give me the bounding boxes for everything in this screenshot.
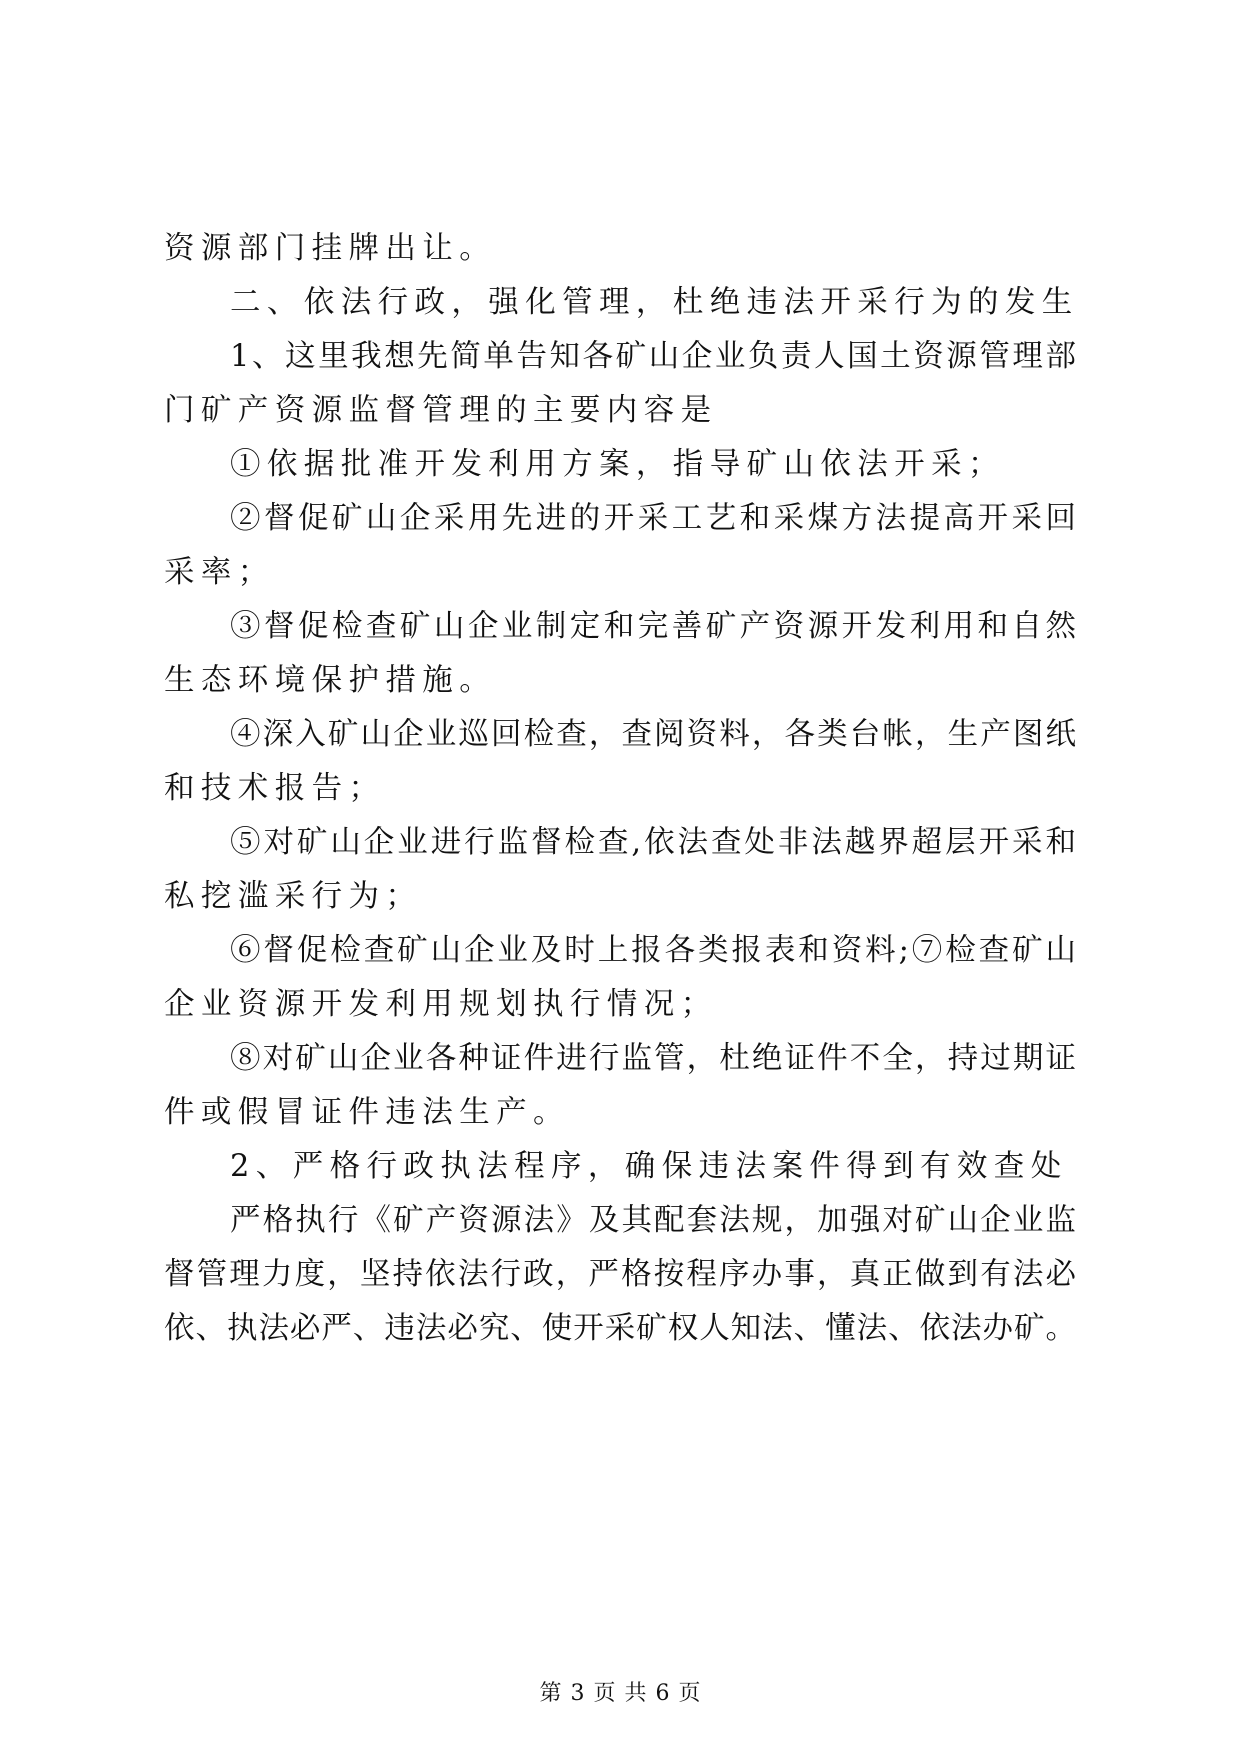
list-item-continuation: 企业资源开发利用规划执行情况； bbox=[164, 987, 718, 1022]
list-item: ③督促检查矿山企业制定和完善矿产资源开发利用和自然 bbox=[230, 609, 1076, 644]
list-item-continuation: 和技术报告； bbox=[164, 771, 386, 806]
list-item: ⑧对矿山企业各种证件进行监管，杜绝证件不全，持过期证 bbox=[230, 1041, 1076, 1076]
paragraph-line: 依、执法必严、违法必究、使开采矿权人知法、懂法、依法办矿。 bbox=[164, 1311, 1076, 1346]
list-item: ①依据批准开发利用方案，指导矿山依法开采； bbox=[230, 447, 1005, 482]
list-item: ⑤对矿山企业进行监督检查,依法查处非法越界超层开采和 bbox=[230, 825, 1076, 860]
list-item-continuation: 采率； bbox=[164, 555, 275, 590]
list-item: ④深入矿山企业巡回检查，查阅资料，各类台帐，生产图纸 bbox=[230, 717, 1076, 752]
section-heading: 二、依法行政，强化管理，杜绝违法开采行为的发生 bbox=[230, 285, 1079, 320]
page-number-footer: 第 3 页 共 6 页 bbox=[539, 1681, 702, 1706]
section-heading: 2、严格行政执法程序，确保违法案件得到有效查处 bbox=[230, 1149, 1068, 1184]
list-item-continuation: 件或假冒证件违法生产。 bbox=[164, 1095, 570, 1130]
paragraph-line: 1、这里我想先简单告知各矿山企业负责人国土资源管理部 bbox=[230, 339, 1076, 374]
list-item: ②督促矿山企采用先进的开采工艺和采煤方法提高开采回 bbox=[230, 501, 1076, 536]
paragraph-line: 资源部门挂牌出让。 bbox=[164, 231, 497, 266]
paragraph-line: 严格执行《矿产资源法》及其配套法规，加强对矿山企业监 bbox=[230, 1203, 1076, 1238]
paragraph-line: 门矿产资源监督管理的主要内容是 bbox=[164, 393, 718, 428]
list-item-continuation: 生态环境保护措施。 bbox=[164, 663, 497, 698]
list-item: ⑥督促检查矿山企业及时上报各类报表和资料;⑦检查矿山 bbox=[230, 933, 1076, 968]
list-item-continuation: 私挖滥采行为； bbox=[164, 879, 423, 914]
paragraph-line: 督管理力度，坚持依法行政，严格按程序办事，真正做到有法必 bbox=[164, 1257, 1076, 1292]
